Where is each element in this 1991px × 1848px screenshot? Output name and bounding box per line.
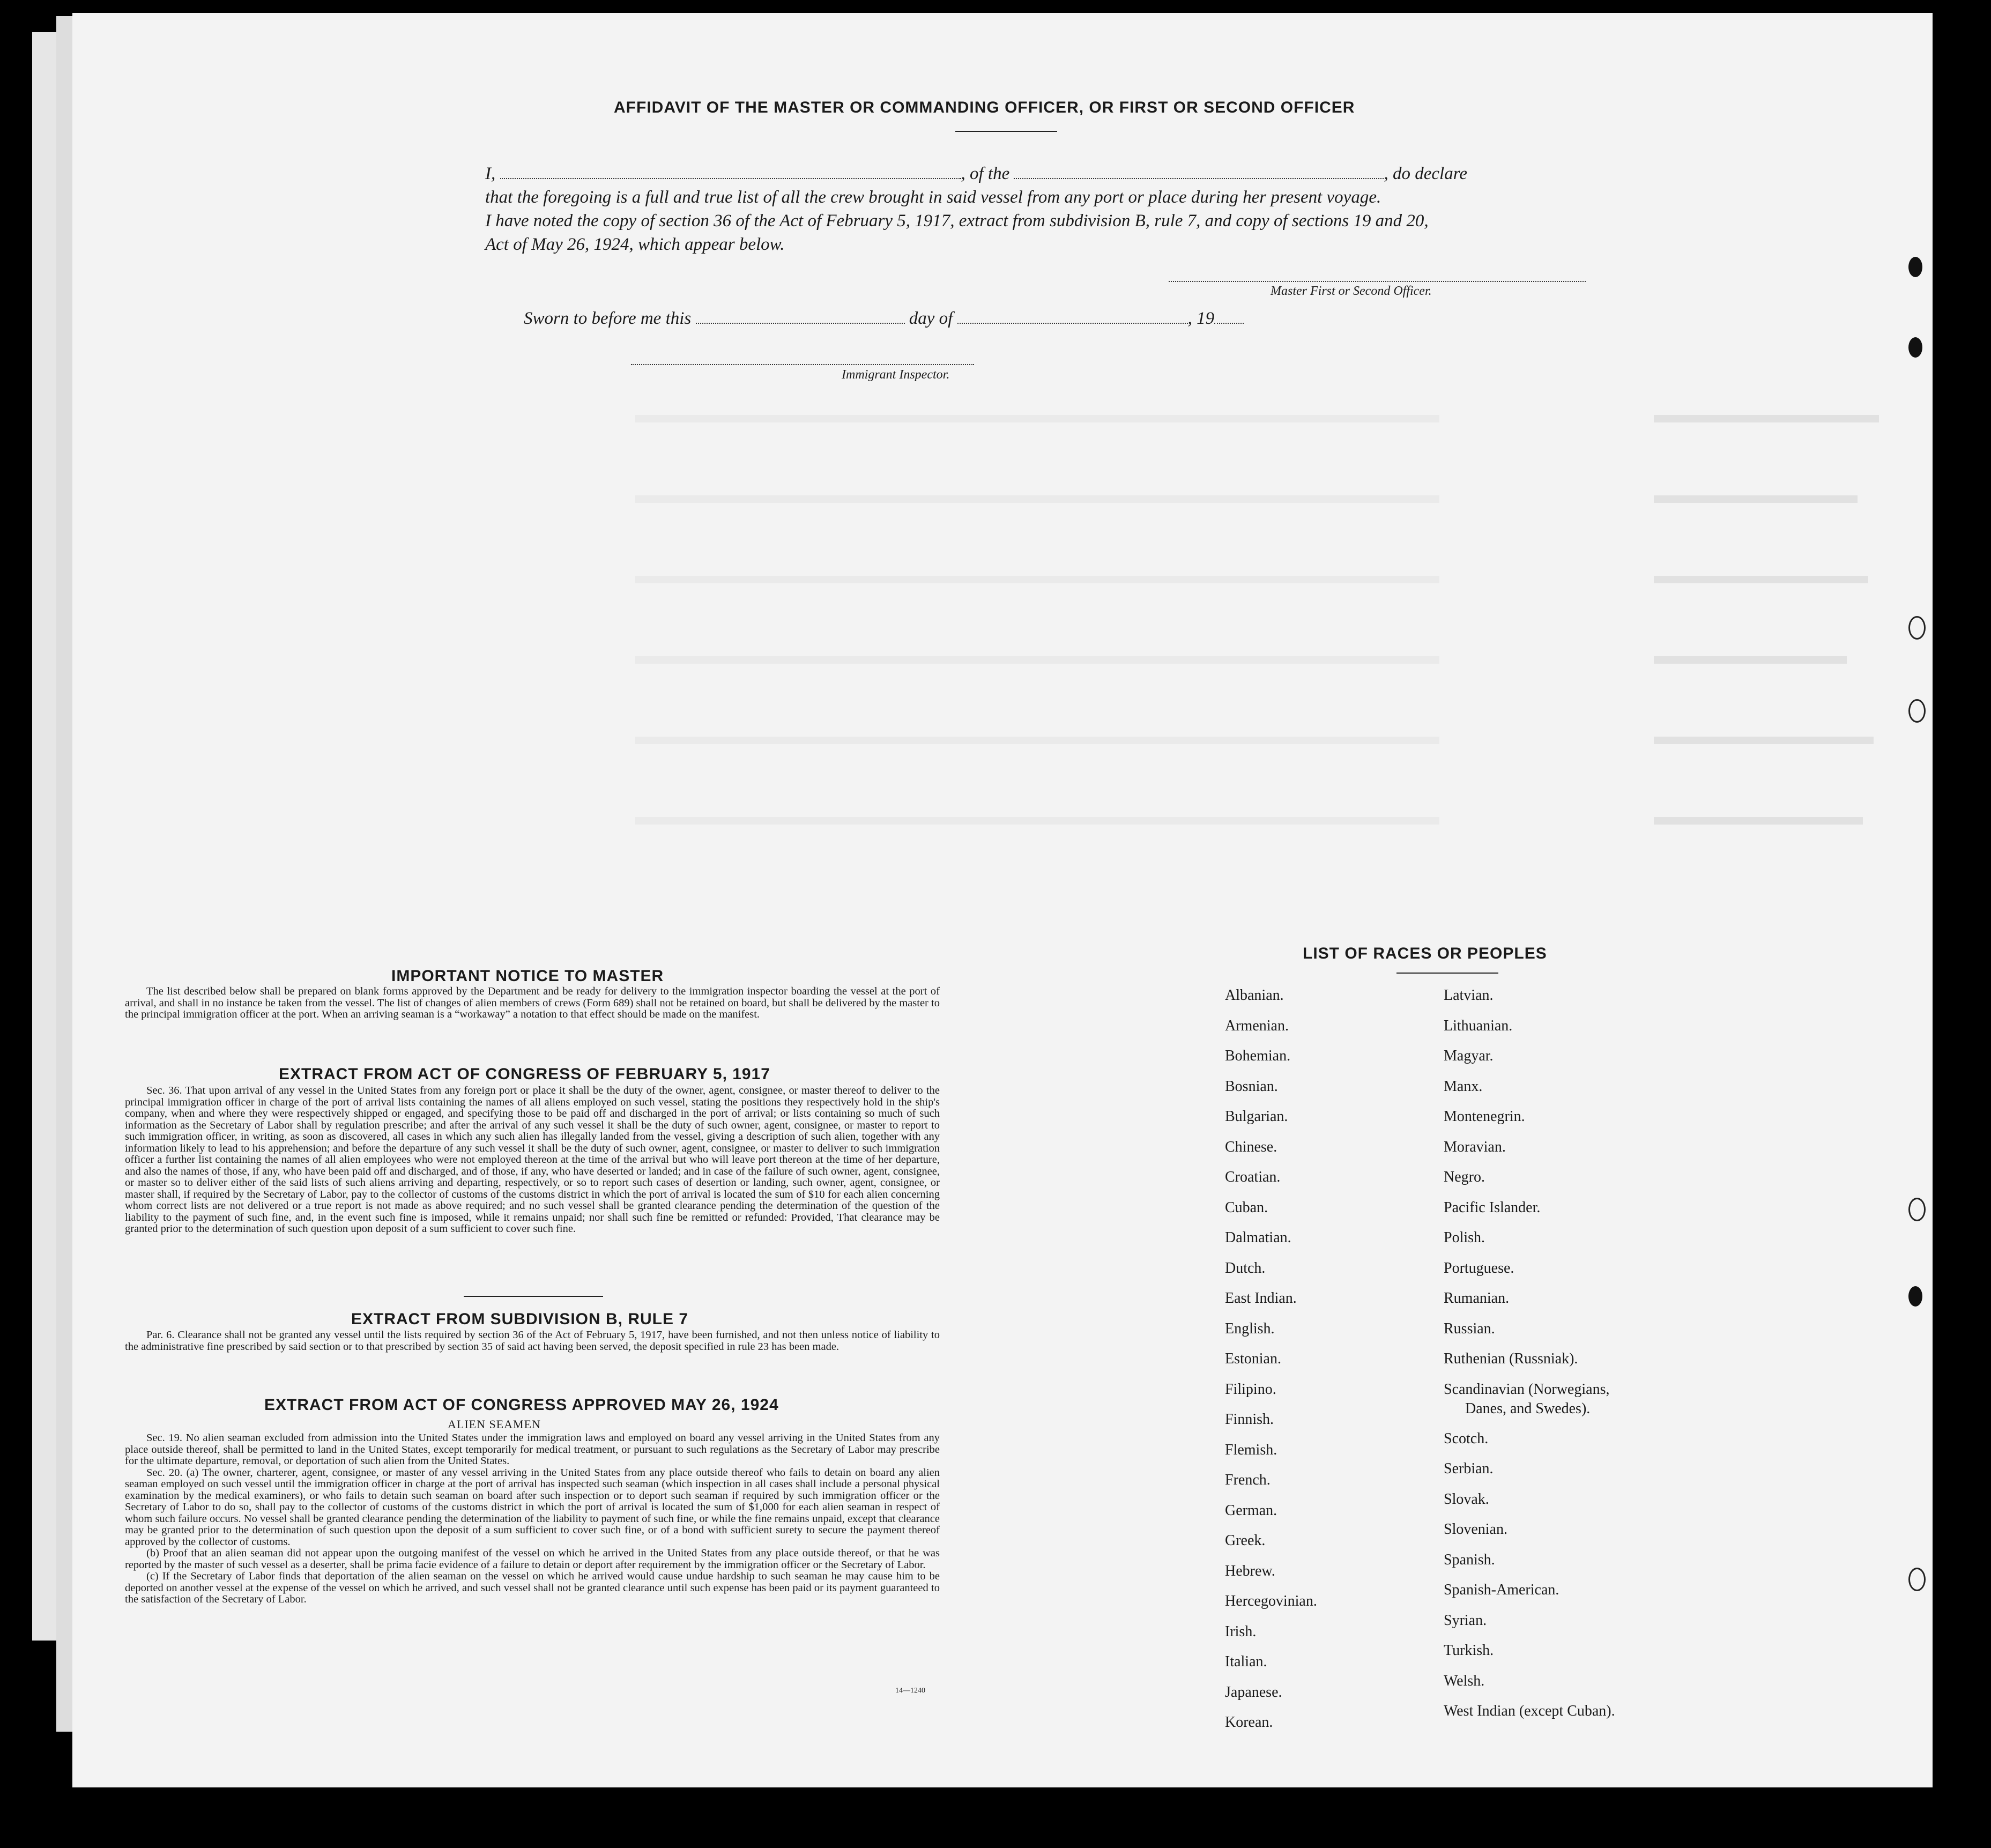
race-item: Croatian. (1225, 1169, 1281, 1185)
race-item: Greek. (1225, 1532, 1266, 1549)
race-item: Finnish. (1225, 1411, 1274, 1428)
race-item: Pacific Islander. (1444, 1199, 1541, 1216)
race-item: West Indian (except Cuban). (1444, 1703, 1615, 1719)
affidavit-line-4: Act of May 26, 1924, which appear below. (485, 235, 785, 254)
extract-1917-title: EXTRACT FROM ACT OF CONGRESS OF FEBRUARY 5, 1917 (279, 1065, 770, 1083)
punch-hole-icon (1908, 616, 1926, 640)
sec20a-text: Sec. 20. (a) The owner, charterer, agent, consignee, or master of any vessel arriving in the United States from any place outside thereof who fails to detain on board any alien seaman employed on such vessel until the immigration officer in charge at the port of arrival has inspected such seaman (which inspection in all cases shall include a personal physical examination by the medical examiners), or who fails to detain such seaman on board after such inspection or to deport such seaman if required by such immigration officer or the Secretary of Labor to do so, shall pay to the collector of customs of the customs district in which the port of arrival is located the sum of $1,000 for each alien seaman in respect of whom such failure occurs. No vessel shall be granted clearance pending the determination of the liability to payment of such fine, or while the fine remains unpaid, except that clearance may be granted prior to the determination of such question upon the deposit of a sum sufficient to cover such fine, or of a bond with sufficient surety to secure the payment thereof approved by the collector of customs. (125, 1466, 940, 1548)
race-item: Lithuanian. (1444, 1017, 1513, 1034)
race-item: Spanish-American. (1444, 1582, 1559, 1598)
race-item: Slovenian. (1444, 1521, 1507, 1538)
race-item: Cuban. (1225, 1199, 1268, 1216)
races-column-2 (1444, 981, 1615, 1727)
name-blank[interactable] (500, 164, 961, 179)
race-item: Ruthenian (Russniak). (1444, 1350, 1578, 1367)
race-item: Bulgarian. (1225, 1108, 1288, 1125)
year-blank[interactable] (1214, 309, 1244, 324)
extract-1917-text: Sec. 36. That upon arrival of any vessel in the United States from any foreign port or place it shall be the duty of the owner, agent, consignee, or master thereof to deliver to the principal immigration officer in charge of the port of arrival lists containing the names of all aliens employed on such vessel, stating the positions they respectively hold in the ship's company, when and where they were respectively shipped or engaged, and specifying those to be paid off and discharged in the port of arrival; or lists containing so much of such information as the Secretary of Labor shall by regulation prescribe; and after the arrival of any such vessel it shall be the duty of such owner, agent, consignee, or master to report to such immigration officer, in writing, as soon as discovered, all cases in which any such alien has illegally landed from the vessel, giving a description of such alien, together with any information likely to lead to his apprehension; and before the departure of any such vessel it shall be the duty of such owner, agent, consignee, or master to deliver to such immigration officer a further list containing the names of all alien employees who were not employed thereon at the time of the arrival but who will leave port thereon at the time of her departure, and also the names of those, if any, who have been paid off and discharged, and of those, if any, who have deserted or landed; and in case of the failure of such owner, agent, consignee, or master so to deliver either of the said lists of such aliens arriving and departing, respectively, or so to report such cases of desertion or landing, such owner, agent, consignee, or master shall, if required by the Secretary of Labor, pay to the collector of customs of the customs district in which the port of arrival is located the sum of $10 for each alien concerning whom correct lists are not delivered or a true report is not made as above required; and no such vessel shall be granted clearance pending the determination of the question of the liability to the payment of such fine, and, in the event such fine is imposed, while it remains unpaid; nor shall such fine be remitted or refunded: Provided, That clearance may be granted prior to the determination of such question upon deposit of a sum sufficient to cover such fine. (125, 1085, 940, 1235)
race-item: Serbian. (1444, 1460, 1494, 1477)
race-item: Manx. (1444, 1078, 1483, 1095)
affidavit-declare: , do declare (1384, 164, 1467, 183)
inspector-label: Immigrant Inspector. (842, 368, 950, 382)
race-item: English. (1225, 1320, 1275, 1337)
form-number: 14—1240 (895, 1687, 925, 1695)
extract-1924-text (125, 1433, 940, 1606)
manifest-page (72, 13, 1933, 1787)
punch-hole-icon (1908, 699, 1926, 723)
race-item: Bohemian. (1225, 1048, 1291, 1064)
race-item: Welsh. (1444, 1672, 1485, 1689)
sec19-text: Sec. 19. No alien seaman excluded from admission into the United States under the immigration laws and employed on board any vessel arriving in the United States from any place outside thereof, shall be permitted to land in the United States, except temporarily for medical treatment, or pursuant to such regulations as the Secretary of Labor may prescribe for the ultimate departure, removal, or deportation of such alien from the United States. (125, 1432, 940, 1467)
punch-hole-icon (1908, 1286, 1922, 1307)
race-item: Danes, and Swedes). (1465, 1400, 1591, 1417)
race-item: Slovak. (1444, 1490, 1489, 1508)
race-item: Polish. (1444, 1229, 1485, 1246)
race-item: Armenian. (1225, 1017, 1289, 1034)
notice-title: IMPORTANT NOTICE TO MASTER (391, 967, 664, 985)
race-item: German. (1225, 1502, 1277, 1519)
race-item: Latvian. (1444, 987, 1494, 1004)
race-item: Magyar. (1444, 1048, 1494, 1064)
race-item: Dutch. (1225, 1259, 1266, 1276)
race-item: Scotch. (1444, 1430, 1489, 1447)
sec20c-text: (c) If the Secretary of Labor finds that deportation of the alien seaman on the vessel on which he arrived would cause undue hardship to such seaman he may cause him to be deported on another vessel at the expense of the vessel on which he arrived, and such vessel shall not be granted clearance until such expense has been paid or its payment guaranteed to the satisfaction of the Secretary of Labor. (125, 1570, 940, 1605)
race-item: Albanian. (1225, 987, 1284, 1004)
race-item: Chinese. (1225, 1138, 1277, 1155)
affidavit-of: , of the (961, 164, 1010, 183)
affidavit-line-2: that the foregoing is a full and true list of all the crew brought in said vessel from any port or place during her present voyage. (485, 188, 1381, 207)
race-item: French. (1225, 1472, 1271, 1488)
sworn-line (524, 307, 1244, 330)
race-item: Negro. (1444, 1169, 1485, 1185)
races-title: LIST OF RACES OR PEOPLES (1303, 945, 1547, 962)
races-column-1 (1225, 981, 1317, 1738)
inspector-signature-line[interactable] (631, 364, 974, 365)
race-item: Korean. (1225, 1714, 1273, 1731)
punch-hole-icon (1908, 337, 1922, 358)
race-item: Flemish. (1225, 1441, 1277, 1458)
race-item: Russian. (1444, 1320, 1495, 1337)
race-item: Dalmatian. (1225, 1229, 1291, 1246)
notice-text: The list described below shall be prepared on blank forms approved by the Department and be ready for delivery to the immigration inspector boarding the vessel at the port of arrival, and shall in no instance be taken from the vessel. The list of changes of alien members of crews (Form 689) shall not be retained on board, but shall be delivered by the master to the principal immigration officer at the port. When an arriving seaman is a “workaway” a notation to that effect should be made on the manifest. (125, 985, 940, 1020)
race-item: Bosnian. (1225, 1078, 1278, 1095)
race-item: Spanish. (1444, 1551, 1495, 1568)
year-text: , 19 (1187, 309, 1215, 328)
divider (464, 1296, 603, 1297)
master-signature-label: Master First or Second Officer. (1271, 284, 1432, 298)
divider (1396, 973, 1498, 974)
race-item: Portuguese. (1444, 1259, 1514, 1276)
race-item: Montenegrin. (1444, 1108, 1525, 1125)
race-item: Japanese. (1225, 1683, 1282, 1701)
affidavit-line-3: I have noted the copy of section 36 of the Act of February 5, 1917, extract from subdivision B, rule 7, and copy of sections 19 and 20, (485, 211, 1429, 231)
race-item: Irish. (1225, 1623, 1257, 1640)
sec20b-text: (b) Proof that an alien seaman did not appear upon the outgoing manifest of the vessel on which he arrived in the United States from any place outside thereof, or that he was reported by the master of such vessel as a deserter, shall be prima facie evidence of a failure to detain or deport after requirement by the immigration officer or the Secretary of Labor. (125, 1547, 940, 1571)
race-item: Filipino. (1225, 1381, 1276, 1398)
day-of-text: day of (909, 309, 953, 328)
divider (955, 131, 1057, 132)
race-item: Hercegovinian. (1225, 1593, 1317, 1609)
race-item: Turkish. (1444, 1642, 1494, 1659)
race-item: Estonian. (1225, 1350, 1281, 1367)
race-item: Italian. (1225, 1653, 1267, 1670)
race-item: Syrian. (1444, 1612, 1487, 1629)
affidavit-title: AFFIDAVIT OF THE MASTER OR COMMANDING OFFICER, OR FIRST OR SECOND OFFICER (614, 99, 1355, 116)
sworn-text: Sworn to before me this (524, 309, 692, 328)
affidavit-body (485, 162, 1611, 256)
extract-1924-title: EXTRACT FROM ACT OF CONGRESS APPROVED MAY 26, 1924 (264, 1396, 779, 1414)
month-blank[interactable] (957, 309, 1188, 324)
rule7-text: Par. 6. Clearance shall not be granted any vessel until the lists required by section 36 of the Act of February 5, 1917, have been furnished, and not then unless notice of liability to the administrative fine prescribed by said section or to that prescribed by section 35 of said act having been served, the deposit specified in rule 23 has been made. (125, 1329, 940, 1353)
vessel-blank[interactable] (1014, 164, 1384, 179)
punch-hole-icon (1908, 1198, 1926, 1221)
race-item: Scandinavian (Norwegians, (1444, 1381, 1610, 1398)
master-signature-line[interactable] (1169, 281, 1586, 282)
race-item: Moravian. (1444, 1138, 1506, 1155)
day-blank[interactable] (696, 309, 905, 324)
alien-seamen-heading: ALIEN SEAMEN (448, 1417, 541, 1431)
punch-hole-icon (1908, 1568, 1926, 1591)
affidavit-i: I, (485, 164, 496, 183)
rule7-title: EXTRACT FROM SUBDIVISION B, RULE 7 (351, 1310, 689, 1328)
race-item: Hebrew. (1225, 1562, 1275, 1579)
race-item: East Indian. (1225, 1290, 1297, 1307)
race-item: Rumanian. (1444, 1290, 1510, 1307)
punch-hole-icon (1908, 257, 1922, 277)
